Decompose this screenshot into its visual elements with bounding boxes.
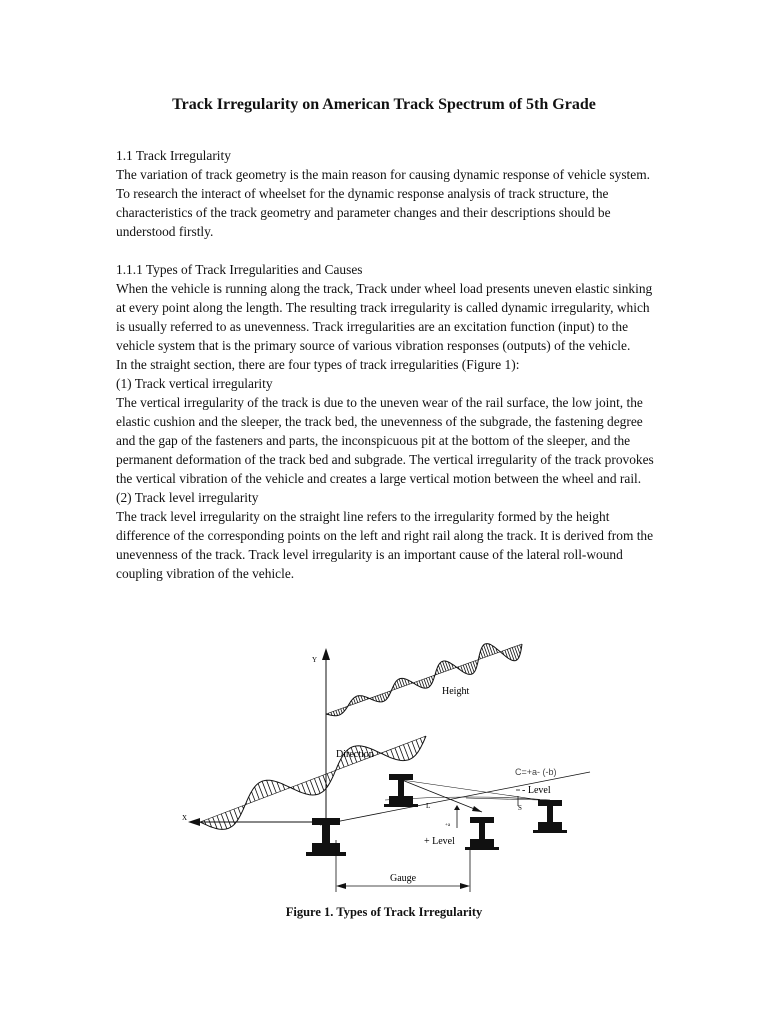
rail-cross-section-1	[306, 818, 346, 856]
hatch-line	[429, 677, 432, 684]
x-axis-label: X	[182, 814, 188, 822]
hatch-line	[356, 697, 358, 703]
x-axis-arrow	[188, 818, 200, 826]
gauge-arrow-left	[336, 883, 346, 889]
track-irregularity-figure	[170, 622, 600, 894]
hatch-line	[234, 809, 238, 820]
direction-label: Direction	[336, 749, 374, 760]
hatch-line	[331, 772, 333, 776]
hatch-line	[420, 738, 422, 744]
paragraph: The track level irregularity on the straight line refers to the irregularity formed by the height difference of the corresponding points on the left and right rail along the track. It is derived from the unevenness of the track. Track level irregularity is an important cause of the lateral roll-wound coupling vibration of the vehicle.	[116, 509, 654, 581]
s-label: S	[518, 804, 522, 812]
hatch-line	[327, 774, 330, 782]
section-heading: 1.1.1 Types of Track Irregularities and Causes	[116, 262, 363, 277]
rail-cross-section-3	[465, 817, 499, 850]
hatch-line	[338, 710, 340, 715]
hatch-line	[475, 661, 477, 666]
hatch-line	[258, 784, 264, 798]
hatch-line	[385, 693, 387, 699]
hatch-line	[395, 748, 400, 761]
subsection-heading: (2) Track level irregularity	[116, 490, 259, 505]
hatch-line	[437, 669, 439, 674]
figure-caption: Figure 1. Types of Track Irregularity	[285, 905, 483, 919]
l-arrowhead	[472, 806, 482, 812]
hatch-line	[341, 759, 344, 767]
direction-wave	[200, 736, 426, 829]
paragraph: The vertical irregularity of the track is due to the uneven wear of the rail surface, the low joint, the elastic cushion and the sleeper, the track bed, the unevenness of the subgrade, the fastening degree and the gap of the fasteners and parts, the inconspicuous pit at the bottom of the sleeper, and the permanent deformation of the track bed and subgrade. The vertical irregularity of the track provokes the vertical vibration of the vehicle and creates a large vertical motion between the wheel and rail.	[116, 395, 654, 486]
hatch-line	[377, 696, 379, 702]
hatch-line	[382, 694, 385, 701]
subsection-heading: (1) Track vertical irregularity	[116, 376, 273, 391]
paragraph: The variation of track geometry is the main reason for causing dynamic response of vehicle system. To research the interact of wheelset for the dynamic response analysis of track structure, the characteristics of the track geometry and parameter changes and their descriptions should be understood firstly.	[116, 167, 650, 239]
height-label: Height	[442, 686, 470, 697]
rail-cross-section-2	[384, 774, 418, 807]
hatch-line	[387, 692, 388, 696]
hatch-line	[272, 781, 277, 794]
l-diagonal	[402, 780, 482, 812]
hatch-line	[361, 696, 363, 701]
hatch-line	[399, 746, 404, 760]
hatch-line	[213, 817, 217, 829]
hatch-line	[336, 711, 338, 716]
hatch-line	[422, 680, 425, 688]
hatch-line	[267, 780, 272, 794]
hatch-line	[238, 808, 241, 815]
gauge-arrow-right	[460, 883, 470, 889]
y-axis-arrow	[322, 648, 330, 660]
hatch-line	[397, 681, 400, 688]
figure-diagram	[170, 622, 600, 894]
hatch-line	[242, 806, 243, 809]
hatch-line	[390, 691, 391, 693]
hatch-line	[408, 743, 414, 757]
height-baseline	[326, 644, 522, 714]
rail-cross-section-4	[533, 800, 567, 833]
page-title: Track Irregularity on American Track Spectrum of 5th Grade	[172, 96, 596, 113]
hatch-line	[333, 711, 335, 715]
plus-level-label: + Level	[424, 836, 455, 847]
hatch-line	[426, 678, 429, 687]
paragraph: In the straight section, there are four types of track irregularities (Figure 1):	[116, 357, 520, 372]
hatch-line	[380, 695, 383, 702]
hatch-line	[306, 782, 311, 795]
hatch-line	[221, 814, 227, 829]
hatch-line	[262, 781, 268, 796]
plus-level-arrowhead	[454, 805, 460, 810]
hatch-line	[479, 656, 480, 659]
hatch-line	[252, 792, 256, 801]
paragraph: When the vehicle is running along the track, Track under wheel load presents uneven elastic sinking at every point along the length. The resulting track irregularity is called dynamic irregularity, which is usually referred to as unevenness. Track irregularities are an excitation function (input) to the vehicle system that is the primary source of various vibration responses (outputs) of the vehicle.	[116, 281, 653, 353]
hatch-line	[352, 700, 353, 704]
hatch-line	[319, 777, 324, 791]
hatch-line	[225, 812, 231, 827]
hatch-line	[350, 703, 351, 705]
gauge-label: Gauge	[390, 873, 417, 884]
hatch-line	[341, 709, 343, 713]
hatch-line	[412, 741, 417, 753]
document-body	[116, 146, 656, 583]
l-label: L	[426, 802, 431, 810]
hatch-line	[314, 779, 320, 794]
a-label: +a	[445, 823, 451, 828]
hatch-line	[249, 797, 251, 803]
hatch-line	[393, 686, 394, 690]
hatch-line	[354, 698, 356, 703]
hatch-line	[338, 764, 340, 768]
hatch-line	[323, 775, 327, 787]
minus-level-label: - Level	[522, 785, 551, 796]
hatch-line	[399, 679, 402, 687]
level-formula: C=+a- (-b)	[515, 767, 557, 777]
hatch-line	[310, 780, 316, 795]
hatch-line	[438, 665, 441, 673]
section-heading: 1.1 Track Irregularity	[116, 148, 231, 163]
hatch-line	[473, 662, 476, 670]
hatch-line	[395, 683, 397, 689]
hatch-line	[517, 646, 520, 654]
hatch-line	[480, 651, 482, 658]
direction-hatch	[200, 737, 425, 830]
hatch-line	[343, 708, 344, 711]
hatch-line	[520, 645, 522, 650]
hatch-line	[255, 787, 260, 799]
hatch-line	[416, 740, 420, 749]
hatch-line	[431, 676, 433, 681]
hatch-line	[402, 678, 405, 686]
hatch-line	[403, 745, 409, 760]
hatch-line	[424, 679, 427, 688]
hatch-line	[358, 696, 360, 702]
y-axis-label: Y	[312, 656, 318, 664]
